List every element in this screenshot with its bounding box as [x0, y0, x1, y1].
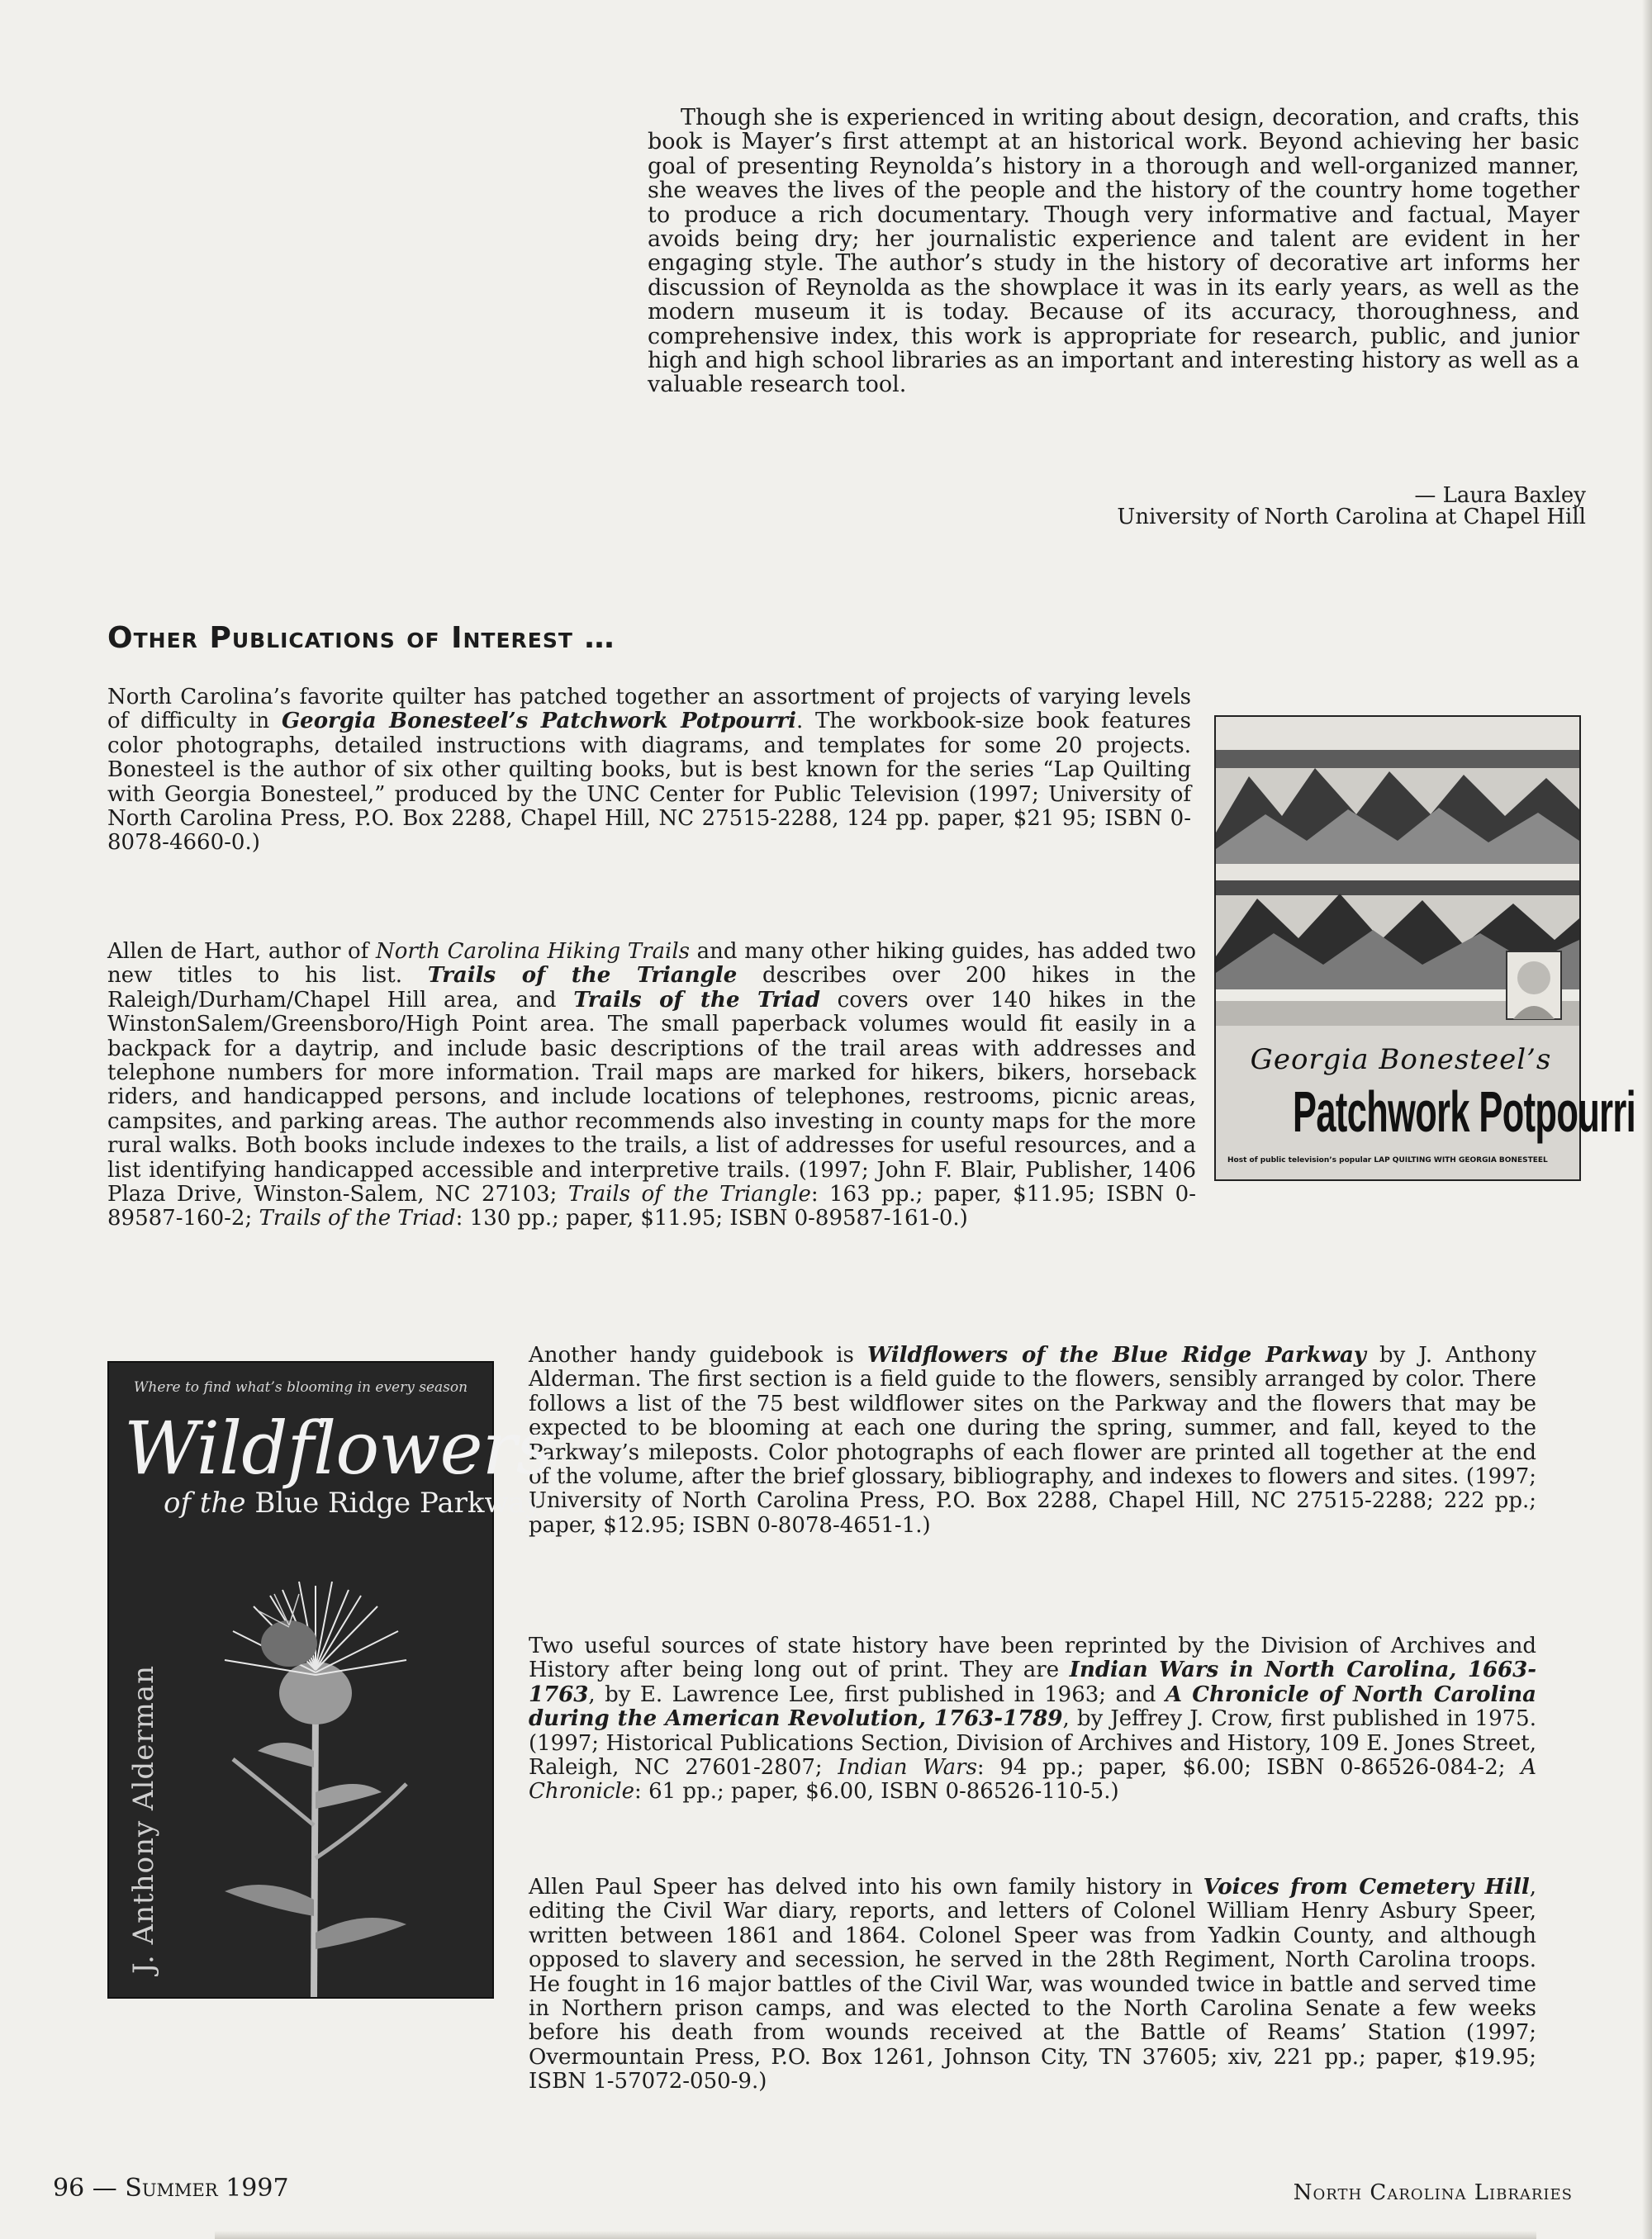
- book-title: Trails of the Triangle: [427, 963, 738, 989]
- patchwork-paragraph: North Carolina’s favorite quilter has patched together an assortment of projects of varying levels of difficulty in Georgia Bonesteel’s Patchwork Potpourri. The workbook-size book features color photographs, detailed instructions with diagrams, and templates for some 20 projects. Bonesteel is the author of six other quilting books, but is best known for the series “Lap Quilting with Georgia Bonesteel,” produced by the UNC Center for Public Television (1997; University of North Carolina Press, P.O. Box 2288, Chapel Hill, NC 27515-2288, 124 pp. paper, $21 95; ISBN 0-8078-4660-0.): [107, 685, 1192, 856]
- cover-subtitle: Georgia Bonesteel’s: [1250, 1043, 1552, 1076]
- page-footer-left: 96 — Summer 1997: [53, 2174, 289, 2203]
- book-title: Trails of the Triad: [573, 987, 821, 1013]
- issue-year: 1997: [217, 2174, 289, 2203]
- state-history-paragraph: Two useful sources of state history have been reprinted by the Division of Archives and History after being long out of print. They are Indian Wars in North Carolina, 1663-1763, by E. Lawrence Lee, first published in 1963; and A Chronicle of North Carolina during the American Revolution, 1763-1789, by Jeffrey J. Crow, first published in 1975. (1997; Historical Publications Section, Division of Archives and History, 109 E. Jones Street, Raleigh, NC 27601-2807; Indian Wars: 94 pp.; paper, $6.00; ISBN 0-86526-084-2; A Chronicle: 61 pp.; paper, $6.00, ISBN 0-86526-110-5.): [529, 1634, 1536, 1805]
- page-bottom-edge: [215, 2231, 1536, 2239]
- page-number: 96: [53, 2174, 85, 2203]
- cover-title: Patchwork Potpourri: [1293, 1079, 1636, 1144]
- patchwork-potpourri-cover: [1214, 715, 1636, 1181]
- trails-paragraph: Allen de Hart, author of North Carolina Hiking Trails and many other hiking guides, has added two new titles to his list. Trails of the Triangle describes over 200 hikes in the Raleigh/Durham/Chapel Hill area, and Trails of the Triad covers over 140 hikes in the WinstonSalem/Greensboro/High Point area. The small paperback volumes would fit easily in a backpack for a daytrip, and include basic descriptions of the trail areas with addresses and telephone numbers for more information. Trail maps are marked for hikers, bikers, horseback riders, and handicapped persons, and include locations of telephones, restrooms, picnic areas, campsites, and parking areas. The author recommends also investing in county maps for the more rural walks. Both books include indexes to the trails, a list of addresses for useful resources, and a list identifying handicapped accessible and interpretive trails. (1997; John F. Blair, Publisher, 1406 Plaza Drive, Winston-Salem, NC 27103; Trails of the Triangle: 163 pp.; paper, $11.95; ISBN 0-89587-160-2; Trails of the Triad: 130 pp.; paper, $11.95; ISBN 0-89587-161-0.): [107, 939, 1196, 1231]
- review-paragraph: Though she is experienced in writing about design, decoration, and crafts, this book is Mayer’s first attempt at an historical work. Beyond achieving her basic goal of presenting Reynolda’s history in a thorough and well-organized manner, she weaves the lives of the people and the history of the country home together to produce a rich documentary. Though very informative and factual, Mayer avoids being dry; her journalistic experience and talent are evident in her engaging style. The author’s study in the history of decorative art informs her discussion of Reynolda as the showplace it was in its early years, as well as the modern museum it is today. Because of its accuracy, thoroughness, and comprehensive index, this work is appropriate for research, public, and junior high and high school libraries as an important and interesting history as well as a valuable research tool.: [648, 105, 1579, 398]
- cemetery-hill-paragraph: Allen Paul Speer has delved into his own family history in Voices from Cemetery Hill, editing the Civil War diary, reports, and letters of Colonel William Henry Asbury Speer, written between 1861 and 1864. Colonel Speer was from Yadkin County, and although opposed to slavery and secession, he served in the 28th Regiment, North Carolina troops. He fought in 16 major battles of the Civil War, was wounded twice in battle and served time in Northern prison camps, and was elected to the North Carolina Senate a few weeks before his death from wounds received at the Battle of Reams’ Station (1997; Overmountain Press, P.O. Box 1261, Johnson City, TN 37605; xiv, 221 pp.; paper, $19.95; ISBN 1-57072-050-9.): [529, 1875, 1536, 2094]
- wildflowers-cover: [107, 1361, 553, 1999]
- reviewer-name: — Laura Baxley: [1414, 483, 1586, 508]
- issue-season: Summer: [125, 2174, 218, 2203]
- wildflowers-paragraph: Another handy guidebook is Wildflowers of the Blue Ridge Parkway by J. Anthony Alderman. The first section is a field guide to the flowers, sensibly arranged by color. There follows a list of the 75 best wildflower sites on the Parkway and the flowers that may be expected to be blooming at each one during the spring, summer, and fall, keyed to the Parkway’s mileposts. Color photographs of each flower are printed all together at the end of the volume, after the brief glossary, bibliography, and indexes to flowers and sites. (1997; University of North Carolina Press, P.O. Box 2288, Chapel Hill, NC 27515-2288; 222 pp.; paper, $12.95; ISBN 0-8078-4651-1.): [529, 1343, 1536, 1538]
- book-title: Georgia Bonesteel’s Patchwork Potpourri: [281, 709, 796, 734]
- journal-name: North Carolina Libraries: [1293, 2180, 1573, 2205]
- cover-author: J. Anthony Alderman: [127, 1665, 160, 1974]
- reviewer-institution: University of North Carolina at Chapel Hill: [1117, 505, 1586, 529]
- book-title: Wildflowers of the Blue Ridge Parkway: [866, 1343, 1366, 1368]
- cover-title: Wildflowers: [124, 1406, 553, 1491]
- section-heading: Other Publications of Interest …: [107, 621, 615, 655]
- book-title: A Chronicle of North Carolina during the American Revolution, 1763-1789: [529, 1682, 1536, 1732]
- book-title: Indian Wars in North Carolina, 1663-1763: [529, 1658, 1536, 1707]
- page-edge-shadow: [1642, 0, 1652, 2239]
- book-title: Voices from Cemetery Hill: [1203, 1875, 1530, 1900]
- cover-tagline: Where to find what’s blooming in every season: [133, 1379, 468, 1396]
- cover-tagline: Host of public television’s popular LAP QUILTING WITH GEORGIA BONESTEEL: [1227, 1156, 1548, 1165]
- cover-subtitle: of the Blue Ridge Parkway: [164, 1487, 542, 1520]
